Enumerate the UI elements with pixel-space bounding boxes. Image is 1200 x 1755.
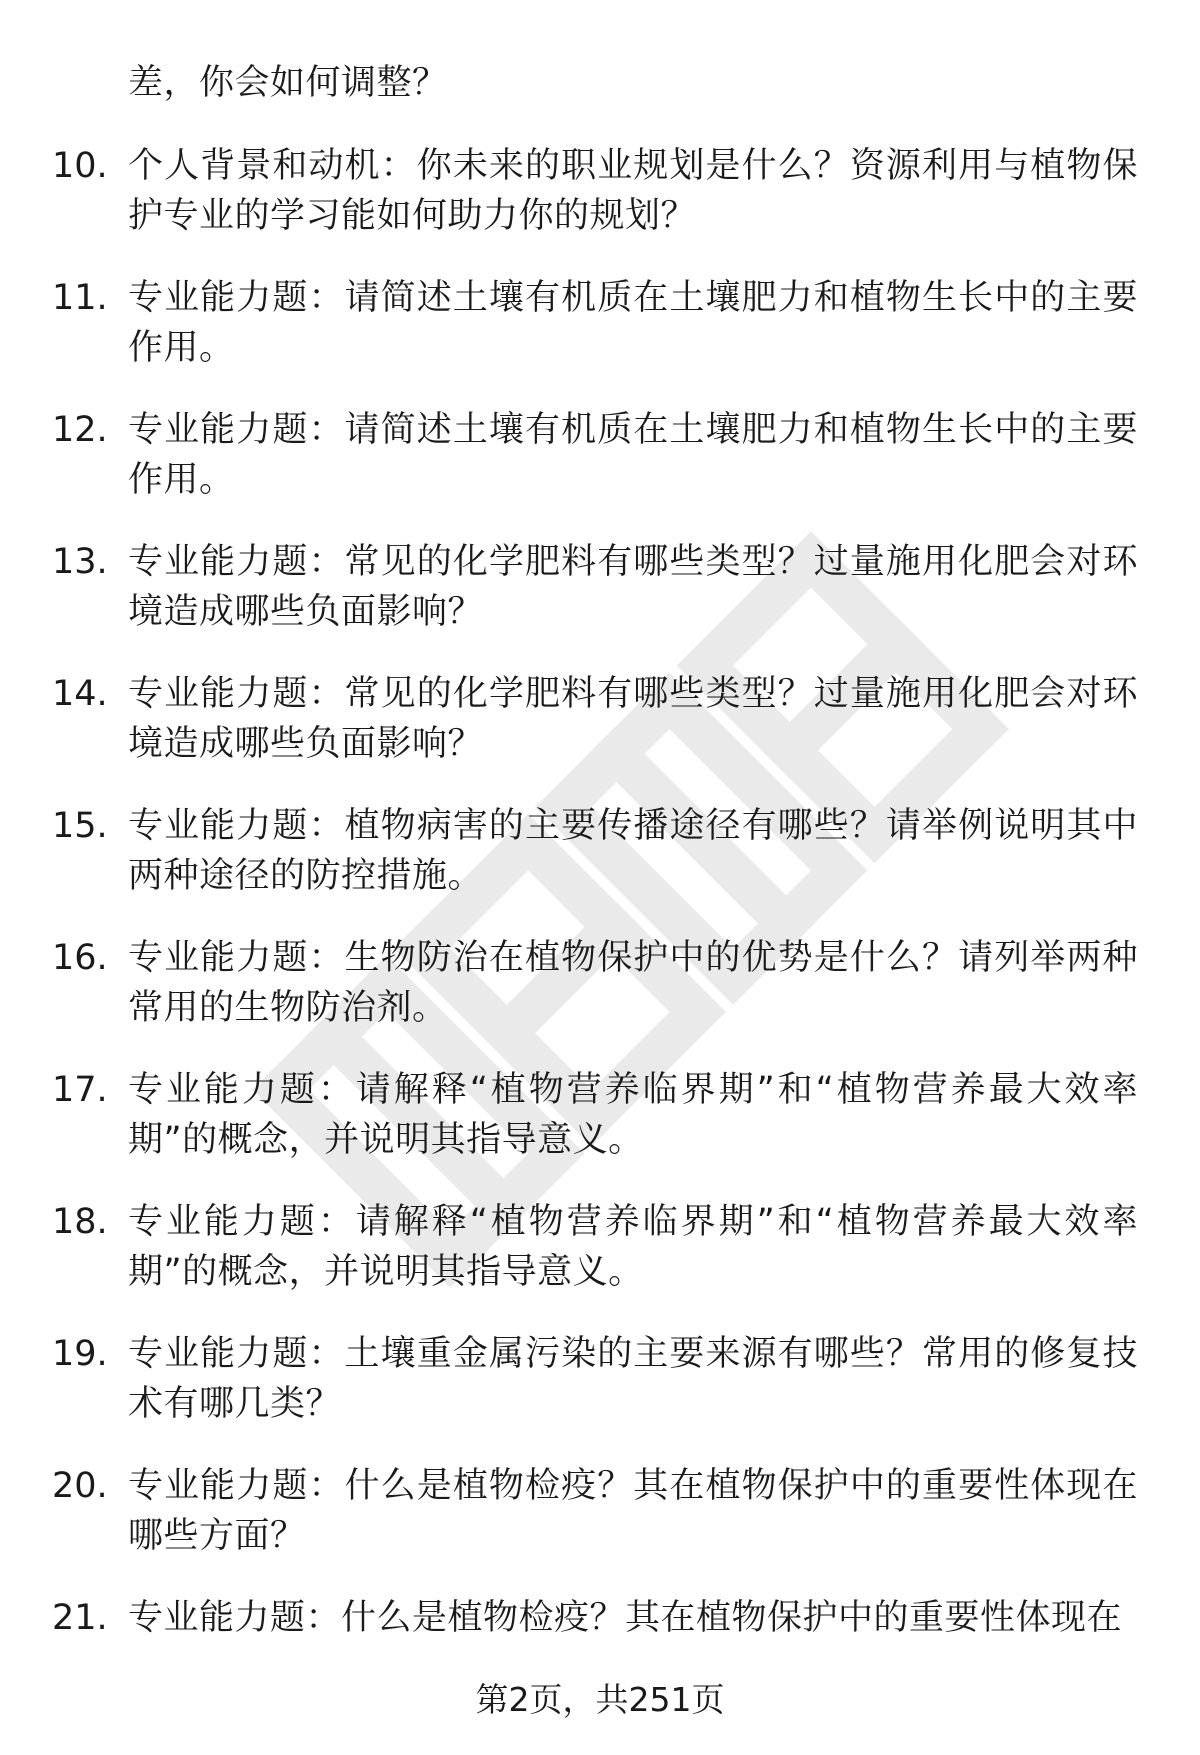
- question-number: 20.: [52, 1466, 108, 1506]
- question-text: 专业能力题：请简述土壤有机质在土壤肥力和植物生长中的主要作用。: [128, 410, 1138, 500]
- question-number: 17.: [52, 1070, 108, 1110]
- question-item: [0, 669, 1200, 801]
- continued-question-text: 差，你会如何调整？: [128, 63, 448, 103]
- question-number: 19.: [52, 1334, 108, 1374]
- question-number: 11.: [52, 278, 108, 318]
- question-text: 专业能力题：请解释“植物营养临界期”和“植物营养最大效率期”的概念，并说明其指导意义。: [128, 1070, 1138, 1160]
- question-number: 15.: [52, 806, 108, 846]
- question-number: 13.: [52, 542, 108, 582]
- question-list: [0, 141, 1200, 1725]
- question-text: 专业能力题：土壤重金属污染的主要来源有哪些？常用的修复技术有哪几类？: [128, 1334, 1138, 1424]
- question-text: 专业能力题：生物防治在植物保护中的优势是什么？请列举两种常用的生物防治剂。: [128, 938, 1138, 1028]
- question-item: [0, 801, 1200, 933]
- question-item: [0, 537, 1200, 669]
- page-footer: 第2页，共251页: [475, 1680, 725, 1719]
- question-text: 专业能力题：什么是植物检疫？其在植物保护中的重要性体现在: [128, 1598, 1123, 1638]
- question-number: 12.: [52, 410, 108, 450]
- question-number: 18.: [52, 1202, 108, 1242]
- question-item: [0, 273, 1200, 405]
- question-number: 14.: [52, 674, 108, 714]
- question-item: [0, 933, 1200, 1065]
- question-item: [0, 1065, 1200, 1197]
- question-item: [0, 1197, 1200, 1329]
- question-text: 专业能力题：植物病害的主要传播途径有哪些？请举例说明其中两种途径的防控措施。: [128, 806, 1138, 896]
- question-item: [0, 1461, 1200, 1593]
- question-text: 专业能力题：常见的化学肥料有哪些类型？过量施用化肥会对环境造成哪些负面影响？: [128, 542, 1138, 632]
- question-text: 专业能力题：请解释“植物营养临界期”和“植物营养最大效率期”的概念，并说明其指导意义。: [128, 1202, 1138, 1292]
- question-number: 21.: [52, 1598, 108, 1638]
- question-text: 专业能力题：常见的化学肥料有哪些类型？过量施用化肥会对环境造成哪些负面影响？: [128, 674, 1138, 764]
- question-number: 10.: [52, 146, 108, 186]
- question-item: [0, 1329, 1200, 1461]
- question-text: 个人背景和动机：你未来的职业规划是什么？资源利用与植物保护专业的学习能如何助力你的规划？: [128, 146, 1138, 236]
- question-item: [0, 141, 1200, 273]
- question-text: 专业能力题：什么是植物检疫？其在植物保护中的重要性体现在哪些方面？: [128, 1466, 1138, 1556]
- question-item: [0, 405, 1200, 537]
- question-text: 专业能力题：请简述土壤有机质在土壤肥力和植物生长中的主要作用。: [128, 278, 1138, 368]
- question-number: 16.: [52, 938, 108, 978]
